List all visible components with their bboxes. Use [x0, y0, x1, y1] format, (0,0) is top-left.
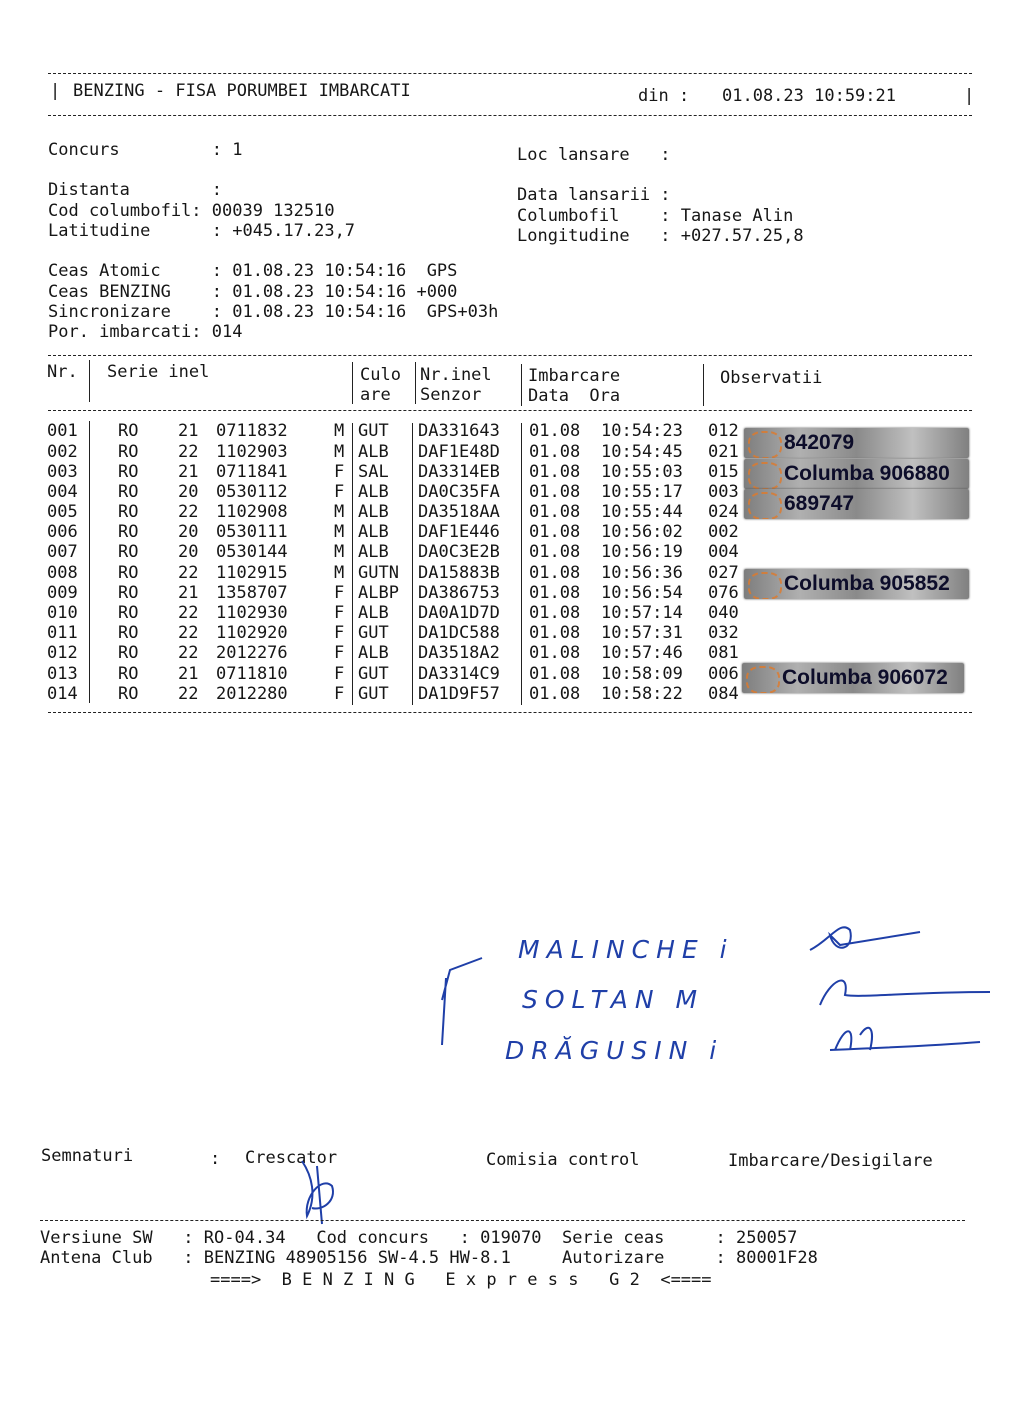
row-year: 21 — [178, 421, 199, 441]
row-country: RO — [118, 664, 139, 684]
handwritten-name-2: SOLTAN M — [522, 985, 705, 1014]
header-datetime: 01.08.23 10:59:21 — [722, 86, 896, 106]
row-sex: M — [334, 522, 345, 542]
row-year: 21 — [178, 583, 199, 603]
row-ring: 1102920 — [216, 623, 288, 643]
signatures-colon: : — [210, 1149, 221, 1169]
row-nr: 013 — [47, 664, 78, 684]
row-color: ALB — [358, 643, 389, 663]
row-ring: 1102930 — [216, 603, 288, 623]
row-ring: 0711841 — [216, 462, 288, 482]
row-color: GUT — [358, 684, 389, 704]
row-country: RO — [118, 421, 139, 441]
row-time: 10:57:46 — [601, 643, 683, 663]
row-nr: 002 — [47, 442, 78, 462]
info-data-lansarii: Data lansarii : — [517, 185, 671, 205]
row-obs: 027 — [708, 563, 739, 583]
signatures-label: Semnaturi — [41, 1146, 134, 1166]
footer-brand-line: ====> B E N Z I N G E x p r e s s G 2 <==== — [210, 1270, 712, 1290]
row-nr: 008 — [47, 563, 78, 583]
col-header-nr: Nr. — [47, 362, 78, 382]
row-obs: 032 — [708, 623, 739, 643]
col-header-are: are — [360, 385, 391, 405]
row-year: 22 — [178, 603, 199, 623]
row-sex: F — [334, 643, 345, 663]
row-year: 22 — [178, 502, 199, 522]
row-color: ALB — [358, 542, 389, 562]
row-sex: M — [334, 421, 345, 441]
row-nr: 001 — [47, 421, 78, 441]
row-ring: 1102903 — [216, 442, 288, 462]
row-ring: 1358707 — [216, 583, 288, 603]
row-obs: 002 — [708, 522, 739, 542]
signature-comisia-label: Comisia control — [486, 1150, 640, 1170]
col-divider-nr — [89, 360, 90, 402]
row-color: ALB — [358, 603, 389, 623]
handwritten-name-1: MALINCHE i — [518, 935, 734, 964]
row-year: 21 — [178, 462, 199, 482]
row-sex: M — [334, 442, 345, 462]
row-time: 10:58:09 — [601, 664, 683, 684]
row-sensor: DA0C3E2B — [418, 542, 500, 562]
signature-crescator-label: Crescator — [245, 1148, 338, 1168]
row-sensor: DA15883B — [418, 563, 500, 583]
row-ring: 0711810 — [216, 664, 288, 684]
table-row — [0, 643, 1024, 663]
row-date: 01.08 — [529, 563, 581, 583]
ring-sticker: Columba 905852 — [744, 569, 969, 599]
row-ring: 2012276 — [216, 643, 288, 663]
row-sensor: DA331643 — [418, 421, 500, 441]
row-country: RO — [118, 482, 139, 502]
col-divider-senzor — [521, 364, 522, 406]
row-obs: 006 — [708, 664, 739, 684]
row-date: 01.08 — [529, 522, 581, 542]
table-top-rule — [48, 355, 972, 356]
ring-sticker: Columba 906880 — [744, 459, 969, 489]
row-sensor: DA1D9F57 — [418, 684, 500, 704]
row-sex: F — [334, 684, 345, 704]
header-top-rule — [48, 73, 972, 74]
row-color: GUT — [358, 623, 389, 643]
row-country: RO — [118, 583, 139, 603]
row-year: 22 — [178, 563, 199, 583]
row-sex: F — [334, 664, 345, 684]
header-din-label: din : — [638, 86, 690, 106]
row-time: 10:56:02 — [601, 522, 683, 542]
row-obs: 081 — [708, 643, 739, 663]
row-color: ALB — [358, 442, 389, 462]
row-ring: 0530111 — [216, 522, 288, 542]
ring-sticker: 842079 — [744, 428, 969, 458]
info-distanta: Distanta : — [48, 180, 222, 200]
table-row — [0, 603, 1024, 623]
row-year: 22 — [178, 684, 199, 704]
row-time: 10:55:03 — [601, 462, 683, 482]
info-concurs: Concurs : 1 — [48, 140, 243, 160]
row-sensor: DA3518AA — [418, 502, 500, 522]
row-country: RO — [118, 623, 139, 643]
row-ring: 1102908 — [216, 502, 288, 522]
handwritten-signature-icon — [790, 910, 990, 1060]
signature-imbarcare-label: Imbarcare/Desigilare — [728, 1151, 933, 1171]
col-header-nr-inel: Nr.inel — [420, 365, 492, 385]
table-row — [0, 542, 1024, 562]
footer-line-1: Versiune SW : RO-04.34 Cod concurs : 019070 Serie ceas : 250057 — [40, 1228, 798, 1248]
row-sensor: DA3314EB — [418, 462, 500, 482]
row-obs: 040 — [708, 603, 739, 623]
row-nr: 003 — [47, 462, 78, 482]
row-nr: 007 — [47, 542, 78, 562]
row-year: 22 — [178, 643, 199, 663]
col-header-serie-inel: Serie inel — [107, 362, 210, 382]
handwritten-bracket-icon — [432, 950, 492, 1060]
row-time: 10:54:45 — [601, 442, 683, 462]
row-color: ALB — [358, 522, 389, 542]
row-ring: 1102915 — [216, 563, 288, 583]
row-color: ALBP — [358, 583, 399, 603]
row-year: 20 — [178, 522, 199, 542]
row-sex: F — [334, 462, 345, 482]
row-nr: 012 — [47, 643, 78, 663]
row-ring: 0530144 — [216, 542, 288, 562]
ring-sticker: 689747 — [744, 489, 969, 519]
row-nr: 011 — [47, 623, 78, 643]
info-sincronizare: Sincronizare : 01.08.23 10:54:16 GPS+03h — [48, 302, 499, 322]
row-sensor: DA3518A2 — [418, 643, 500, 663]
row-time: 10:57:14 — [601, 603, 683, 623]
info-loc-lansare: Loc lansare : — [517, 145, 671, 165]
row-date: 01.08 — [529, 603, 581, 623]
row-color: GUT — [358, 664, 389, 684]
row-time: 10:56:19 — [601, 542, 683, 562]
row-country: RO — [118, 502, 139, 522]
info-longitudine: Longitudine : +027.57.25,8 — [517, 226, 804, 246]
row-sensor: DA1DC588 — [418, 623, 500, 643]
row-year: 20 — [178, 482, 199, 502]
row-year: 20 — [178, 542, 199, 562]
row-color: SAL — [358, 462, 389, 482]
row-nr: 006 — [47, 522, 78, 542]
row-sensor: DA0A1D7D — [418, 603, 500, 623]
row-color: GUT — [358, 421, 389, 441]
row-country: RO — [118, 462, 139, 482]
row-date: 01.08 — [529, 643, 581, 663]
row-sensor: DA3314C9 — [418, 664, 500, 684]
row-obs: 004 — [708, 542, 739, 562]
row-date: 01.08 — [529, 623, 581, 643]
row-obs: 084 — [708, 684, 739, 704]
col-divider-imbarcare — [703, 364, 704, 406]
row-nr: 014 — [47, 684, 78, 704]
footer-top-rule — [40, 1220, 965, 1221]
row-country: RO — [118, 542, 139, 562]
row-time: 10:55:17 — [601, 482, 683, 502]
row-sex: F — [334, 603, 345, 623]
ring-sticker: Columba 906072 — [742, 663, 964, 693]
col-header-culo: Culo — [360, 365, 401, 385]
row-obs: 021 — [708, 442, 739, 462]
row-time: 10:54:23 — [601, 421, 683, 441]
row-year: 21 — [178, 664, 199, 684]
row-year: 22 — [178, 623, 199, 643]
row-date: 01.08 — [529, 482, 581, 502]
row-country: RO — [118, 603, 139, 623]
row-country: RO — [118, 522, 139, 542]
row-country: RO — [118, 643, 139, 663]
row-obs: 076 — [708, 583, 739, 603]
table-bottom-rule — [48, 712, 972, 713]
header-left-bar: | — [50, 81, 61, 101]
row-date: 01.08 — [529, 583, 581, 603]
row-year: 22 — [178, 442, 199, 462]
row-ring: 2012280 — [216, 684, 288, 704]
info-cod-columbofil: Cod columbofil: 00039 132510 — [48, 201, 335, 221]
row-nr: 005 — [47, 502, 78, 522]
row-nr: 010 — [47, 603, 78, 623]
row-obs: 015 — [708, 462, 739, 482]
row-obs: 012 — [708, 421, 739, 441]
crescator-signature-icon — [292, 1156, 352, 1226]
row-sex: M — [334, 563, 345, 583]
row-time: 10:56:54 — [601, 583, 683, 603]
info-ceas-benzing: Ceas BENZING : 01.08.23 10:54:16 +000 — [48, 282, 458, 302]
info-por-imbarcati: Por. imbarcati: 014 — [48, 322, 243, 342]
document-title: BENZING - FISA PORUMBEI IMBARCATI — [73, 81, 411, 101]
row-obs: 003 — [708, 482, 739, 502]
row-obs: 024 — [708, 502, 739, 522]
header-right-bar: | — [964, 86, 975, 106]
row-country: RO — [118, 684, 139, 704]
row-date: 01.08 — [529, 421, 581, 441]
row-color: ALB — [358, 482, 389, 502]
row-date: 01.08 — [529, 502, 581, 522]
row-sensor: DA386753 — [418, 583, 500, 603]
info-latitudine: Latitudine : +045.17.23,7 — [48, 221, 356, 241]
row-color: ALB — [358, 502, 389, 522]
row-sensor: DAF1E48D — [418, 442, 500, 462]
row-ring: 0530112 — [216, 482, 288, 502]
col-header-observatii: Observatii — [720, 368, 823, 388]
row-time: 10:58:22 — [601, 684, 683, 704]
col-divider-culoare — [415, 362, 416, 404]
info-ceas-atomic: Ceas Atomic : 01.08.23 10:54:16 GPS — [48, 261, 458, 281]
col-divider-serie — [352, 362, 353, 404]
col-header-data-ora: Data Ora — [528, 386, 621, 406]
col-header-senzor: Senzor — [420, 385, 482, 405]
row-date: 01.08 — [529, 684, 581, 704]
row-sex: M — [334, 502, 345, 522]
row-country: RO — [118, 563, 139, 583]
row-time: 10:56:36 — [601, 563, 683, 583]
table-header-rule — [48, 410, 972, 411]
row-time: 10:55:44 — [601, 502, 683, 522]
row-sex: F — [334, 482, 345, 502]
row-sex: F — [334, 583, 345, 603]
footer-line-2: Antena Club : BENZING 48905156 SW-4.5 HW-8.1 Autorizare : 80001F28 — [40, 1248, 818, 1268]
row-nr: 009 — [47, 583, 78, 603]
row-sensor: DAF1E446 — [418, 522, 500, 542]
row-sex: M — [334, 542, 345, 562]
col-header-imbarcare: Imbarcare — [528, 366, 621, 386]
row-sensor: DA0C35FA — [418, 482, 500, 502]
row-ring: 0711832 — [216, 421, 288, 441]
handwritten-name-3: DRĂGUSIN i — [505, 1036, 724, 1065]
row-date: 01.08 — [529, 664, 581, 684]
table-row — [0, 623, 1024, 643]
row-sex: F — [334, 623, 345, 643]
row-color: GUTN — [358, 563, 399, 583]
info-columbofil: Columbofil : Tanase Alin — [517, 206, 794, 226]
row-nr: 004 — [47, 482, 78, 502]
row-date: 01.08 — [529, 462, 581, 482]
row-date: 01.08 — [529, 442, 581, 462]
row-time: 10:57:31 — [601, 623, 683, 643]
table-row — [0, 522, 1024, 542]
row-country: RO — [118, 442, 139, 462]
header-bottom-rule — [48, 115, 972, 116]
row-date: 01.08 — [529, 542, 581, 562]
